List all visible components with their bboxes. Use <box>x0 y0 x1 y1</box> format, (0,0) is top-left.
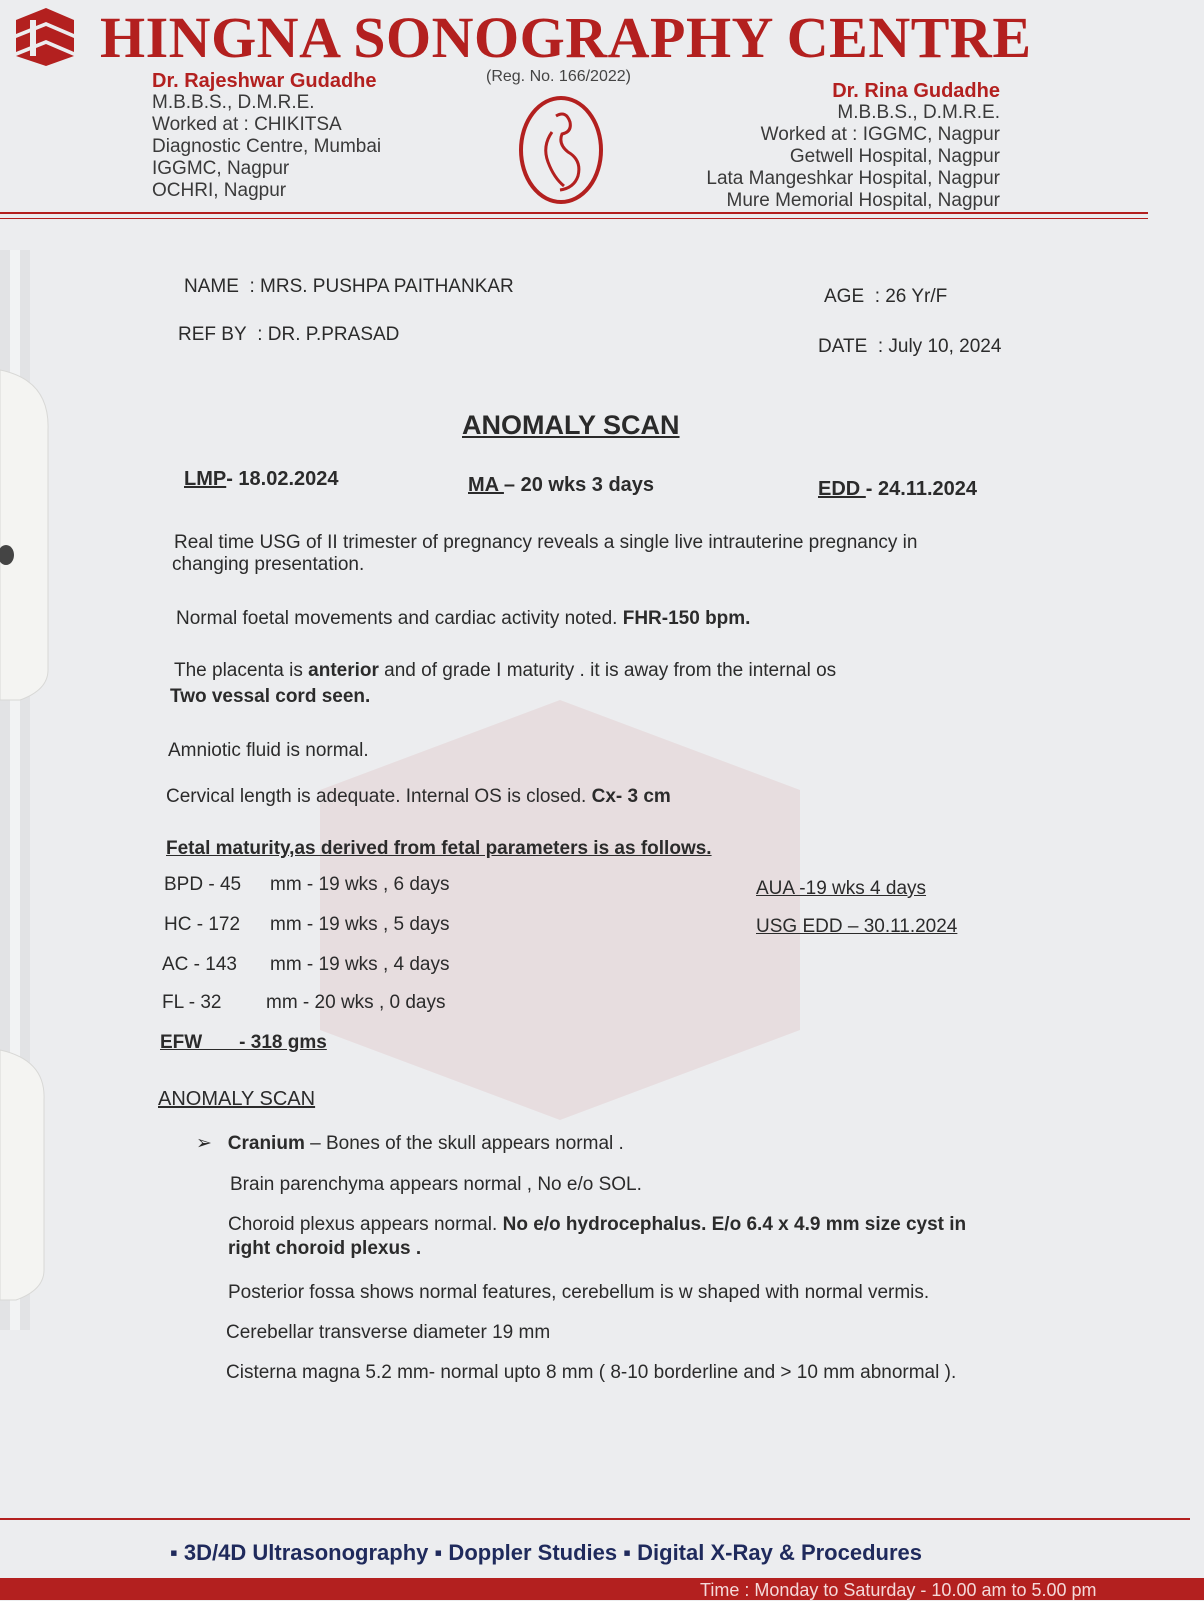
efw-value: EFW - 318 gms <box>160 1032 327 1053</box>
biometry-value: mm - 19 wks , 5 days <box>270 914 450 935</box>
finding-cervix <box>166 786 671 808</box>
placenta-text-b: and of grade I maturity . it is away from the internal os <box>384 660 837 681</box>
finding-cerebellar: Cerebellar transverse diameter 19 mm <box>226 1322 551 1343</box>
biometry-label: HC - 172 <box>164 914 241 935</box>
doctor-left-degree: M.B.B.S., D.M.R.E. <box>152 92 315 113</box>
doctor-left-line2: Diagnostic Centre, Mumbai <box>152 136 382 157</box>
biometry-row <box>162 954 450 976</box>
services-list: ▪ 3D/4D Ultrasonography ▪ Doppler Studies ▪ Digital X-Ray & Procedures <box>170 1540 922 1565</box>
usg-edd-value: USG EDD – 30.11.2024 <box>756 916 958 937</box>
finding-brain: Brain parenchyma appears normal , No e/o SOL. <box>230 1174 642 1195</box>
biometry-value: mm - 19 wks , 6 days <box>270 874 450 895</box>
doctor-right-line2: Getwell Hospital, Nagpur <box>789 146 1000 167</box>
date-label: DATE <box>818 336 868 357</box>
biometry-label: FL - 32 <box>162 992 222 1013</box>
centre-logo-icon <box>12 6 78 66</box>
lmp-value: - 18.02.2024 <box>226 468 339 490</box>
ma-value: – 20 wks 3 days <box>503 474 655 496</box>
movements-text: Normal foetal movements and cardiac activity noted. <box>176 608 618 629</box>
choroid-cyst: No e/o hydrocephalus. E/o 6.4 x 4.9 mm size cyst in <box>502 1214 967 1235</box>
mother-emblem-icon <box>516 94 606 206</box>
cranium-text: – Bones of the skull appears normal . <box>310 1133 624 1154</box>
biometry-row <box>162 992 446 1014</box>
patient-name: : MRS. PUSHPA PAITHANKAR <box>249 276 514 297</box>
doctor-right-name: Dr. Rina Gudadhe <box>832 80 1000 102</box>
header-divider <box>0 212 1148 214</box>
report-date: : July 10, 2024 <box>877 336 1002 357</box>
lmp-label: LMP <box>184 468 227 490</box>
ma <box>468 474 654 497</box>
doctor-right-line4: Mure Memorial Hospital, Nagpur <box>726 190 1000 211</box>
header-divider-thin <box>0 218 1148 219</box>
doctor-right <box>706 80 1000 212</box>
doctor-right-line3: Lata Mangeshkar Hospital, Nagpur <box>706 168 1000 189</box>
placenta-text-a: The placenta is <box>174 660 303 681</box>
ref-label: REF BY <box>178 324 247 345</box>
aua-value: AUA -19 wks 4 days <box>756 878 927 899</box>
cervix-text: Cervical length is adequate. Internal OS is closed. <box>166 786 587 807</box>
finding-choroid <box>228 1214 966 1236</box>
fetal-maturity-heading: Fetal maturity,as derived from fetal parameters is as follows. <box>166 838 712 859</box>
patient-name-row <box>184 276 514 298</box>
report-title: ANOMALY SCAN <box>462 410 680 440</box>
footer-divider <box>0 1518 1190 1520</box>
cervix-value: Cx- 3 cm <box>591 786 671 807</box>
doctor-left-name: Dr. Rajeshwar Gudadhe <box>152 70 377 92</box>
finding-cisterna: Cisterna magna 5.2 mm- normal upto 8 mm ( 8-10 borderline and > 10 mm abnormal ). <box>226 1362 957 1383</box>
finding-usg-line2: changing presentation. <box>172 554 365 575</box>
doctor-left-line1: Worked at : CHIKITSA <box>152 114 342 135</box>
bullet-arrow-icon: ➢ <box>196 1133 212 1154</box>
age-label: AGE <box>824 286 865 307</box>
ref-row <box>178 324 399 346</box>
finding-cord: Two vessal cord seen. <box>170 686 371 707</box>
finding-posterior-fossa: Posterior fossa shows normal features, cerebellum is w shaped with normal vermis. <box>228 1282 930 1303</box>
edd-label: EDD <box>818 478 866 500</box>
name-label: NAME <box>184 276 239 297</box>
doctor-right-degree: M.B.B.S., D.M.R.E. <box>837 102 1000 123</box>
doctor-left-line3: IGGMC, Nagpur <box>152 158 290 179</box>
choroid-text: Choroid plexus appears normal. <box>228 1214 498 1235</box>
finding-amniotic: Amniotic fluid is normal. <box>168 740 369 761</box>
ref-doctor: : DR. P.PRASAD <box>257 324 400 345</box>
fhr-value: FHR-150 bpm. <box>622 608 751 629</box>
date-row <box>818 336 1001 358</box>
doctor-left <box>152 70 381 202</box>
biometry-label: AC - 143 <box>162 954 237 975</box>
biometry-value: mm - 19 wks , 4 days <box>270 954 450 975</box>
finding-usg-line1: Real time USG of II trimester of pregnancy reveals a single live intrauterine pregnancy in <box>174 532 918 553</box>
placenta-position: anterior <box>308 660 379 681</box>
watermark-logo <box>320 700 800 1120</box>
patient-age: : 26 Yr/F <box>874 286 948 307</box>
clinic-hours: Time : Monday to Saturday - 10.00 am to 5.00 pm <box>700 1580 1097 1600</box>
edd <box>818 478 977 501</box>
ma-label: MA <box>468 474 504 496</box>
finding-placenta <box>174 660 836 682</box>
edd-value: - 24.11.2024 <box>865 478 978 500</box>
choroid-cyst-line2: right choroid plexus . <box>228 1238 422 1259</box>
cranium-row <box>196 1132 624 1155</box>
finding-movements <box>176 608 750 630</box>
biometry-label: BPD - 45 <box>164 874 242 895</box>
centre-title: HINGNA SONOGRAPHY CENTRE <box>100 5 1032 70</box>
anomaly-heading: ANOMALY SCAN <box>158 1088 316 1110</box>
cranium-label: Cranium <box>227 1133 305 1154</box>
age-row <box>824 286 947 308</box>
doctor-right-line1: Worked at : IGGMC, Nagpur <box>760 124 1000 145</box>
registration-number: (Reg. No. 166/2022) <box>486 68 631 85</box>
biometry-row <box>164 874 450 896</box>
binder-clip <box>0 250 54 1330</box>
lmp <box>184 468 339 491</box>
biometry-value: mm - 20 wks , 0 days <box>266 992 446 1013</box>
biometry-row <box>164 914 450 936</box>
doctor-left-line4: OCHRI, Nagpur <box>152 180 287 201</box>
